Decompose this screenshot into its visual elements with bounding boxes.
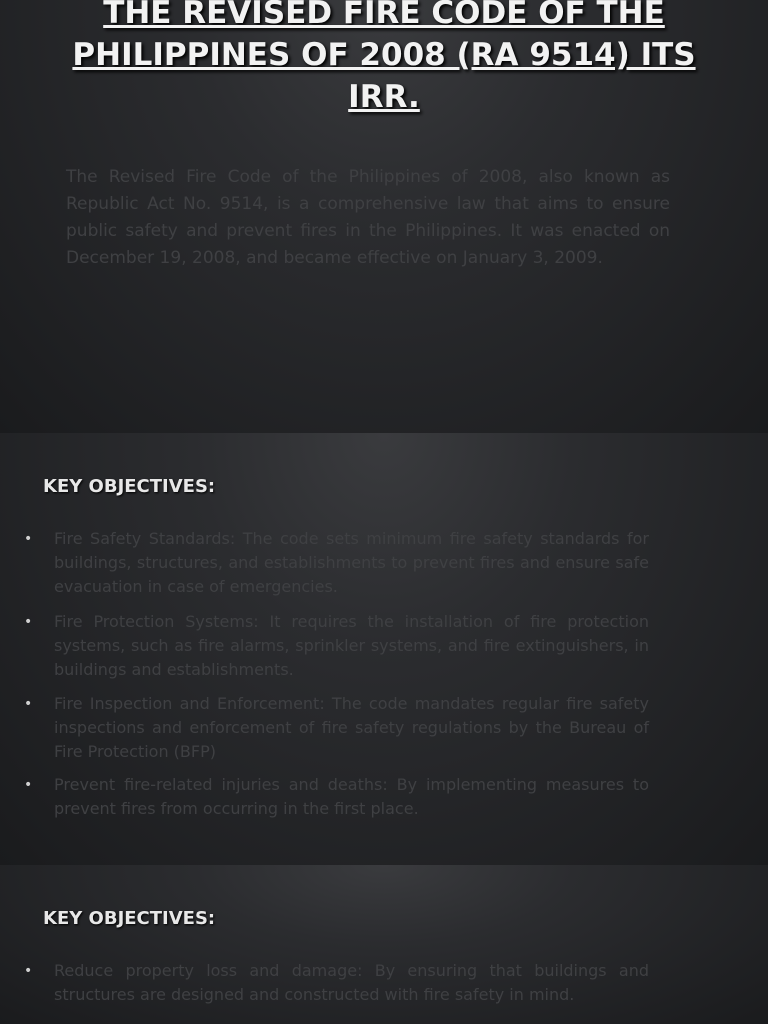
slide-key-objectives-1	[0, 433, 768, 865]
list-item	[0, 692, 649, 773]
list-item-text: Fire Safety Standards: The code sets minimum fire safety standards for buildings, structures, and establishments to prevent fires and ensure safe evacuation in case of emergencies.	[54, 529, 649, 596]
list-item	[0, 527, 649, 610]
bullet-icon: •	[24, 696, 33, 712]
list-item-text: Prevent fire-related injuries and deaths: By implementing measures to prevent fires from occurring in the first place.	[54, 775, 649, 818]
bullet-icon: •	[24, 531, 33, 547]
slide-title-intro	[0, 0, 768, 433]
bullet-icon: •	[24, 614, 33, 630]
list-item-text: Fire Inspection and Enforcement: The code mandates regular fire safety inspections and enforcement of fire safety regulations by the Bureau of Fire Protection (BFP)	[54, 694, 649, 761]
section-heading: KEY OBJECTIVES:	[43, 908, 216, 929]
section-heading: KEY OBJECTIVES:	[43, 476, 216, 497]
slide-key-objectives-2	[0, 865, 768, 1024]
list-item-text: Reduce property loss and damage: By ensuring that buildings and structures are designed and constructed with fire safety in mind.	[54, 961, 649, 1004]
intro-paragraph: The Revised Fire Code of the Philippines of 2008, also known as Republic Act No. 9514, is a comprehensive law that aims to ensure public safety and prevent fires in the Philippines. It was enacted on December 19, 2008, and became effective on January 3, 2009.	[66, 167, 670, 268]
list-item-text: Fire Protection Systems: It requires the installation of fire protection systems, such as fire alarms, sprinkler systems, and fire extinguishers, in buildings and establishments.	[54, 612, 649, 679]
slide-title	[0, 0, 768, 118]
bullet-icon: •	[24, 963, 33, 979]
title-line-2: PHILIPPINES OF 2008 (RA 9514) ITS	[72, 37, 696, 73]
objectives-list	[0, 527, 649, 833]
list-item	[0, 610, 649, 692]
bullet-icon: •	[24, 777, 33, 793]
objectives-list	[0, 959, 649, 1007]
list-item	[0, 959, 649, 1007]
list-item	[0, 773, 649, 833]
title-line-3: IRR.	[348, 79, 420, 115]
title-line-1: THE REVISED FIRE CODE OF THE	[103, 0, 665, 31]
